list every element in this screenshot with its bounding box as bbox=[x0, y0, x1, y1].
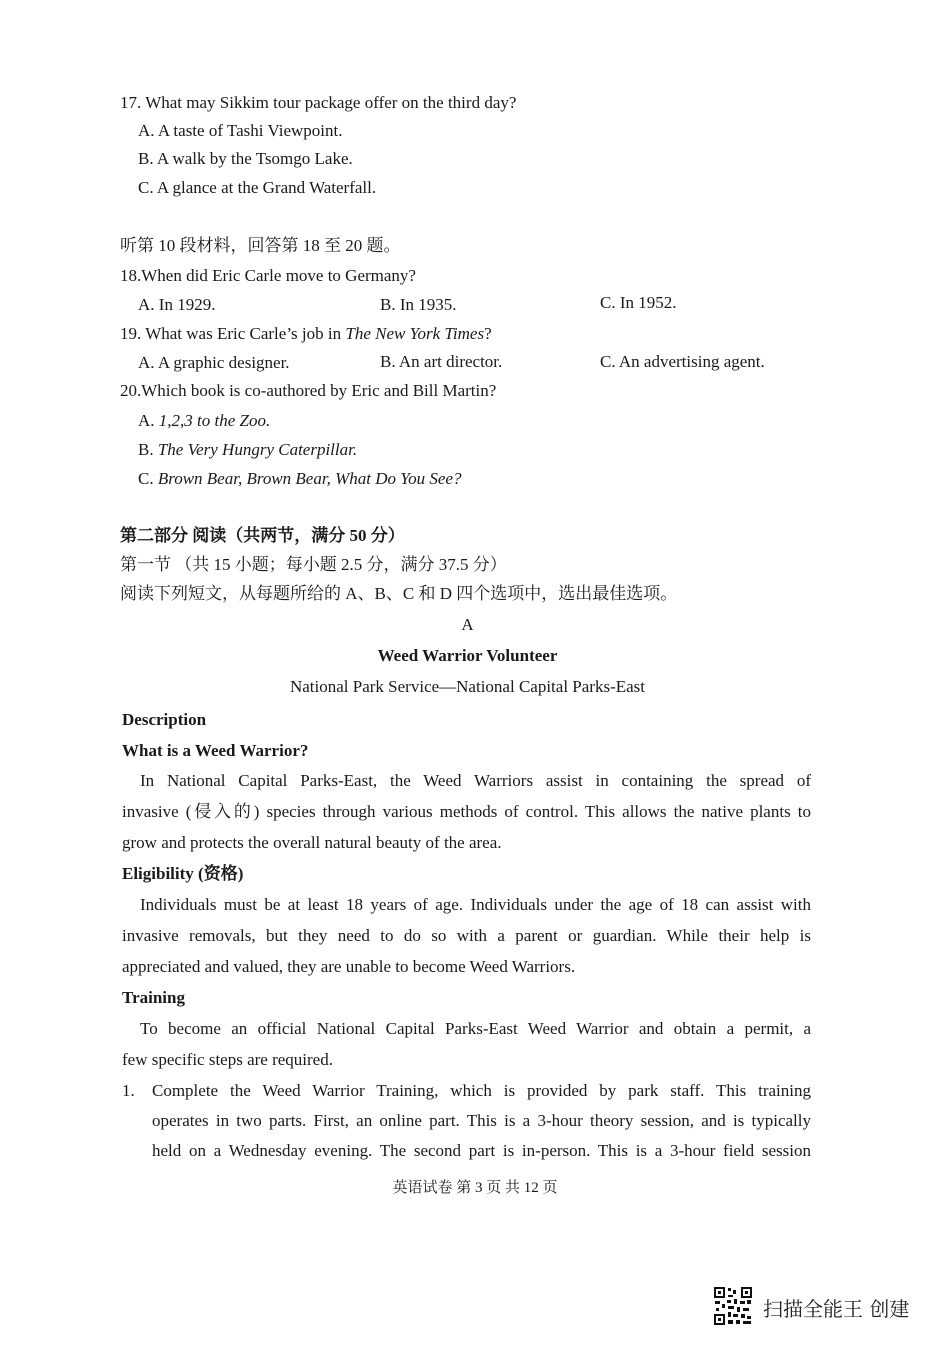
q18-option-a: A. In 1929. bbox=[138, 295, 216, 314]
q20-question: 20.Which book is co-authored by Eric and Bill Martin? bbox=[120, 381, 497, 400]
eligibility-line-2: invasive removals, but they need to do so with a parent or guardian. While their help is bbox=[122, 926, 811, 945]
q18-question: 18.When did Eric Carle move to Germany? bbox=[120, 266, 416, 285]
passage-title: Weed Warrior Volunteer bbox=[377, 646, 558, 665]
reading-instruction: 阅读下列短文，从每题所给的 A、B、C 和 D 四个选项中，选出最佳选项。 bbox=[120, 584, 678, 603]
q20-option-a-label: A. bbox=[138, 411, 159, 430]
q19-question-title: The New York Times bbox=[345, 324, 485, 343]
eligibility-line-3: appreciated and valued, they are unable to become Weed Warriors. bbox=[122, 957, 576, 976]
q18-option-c: C. In 1952. bbox=[600, 293, 677, 312]
passage-subtitle: National Park Service—National Capital Parks-East bbox=[289, 677, 646, 696]
q19-question-prefix: 19. What was Eric Carle’s job in bbox=[120, 324, 346, 343]
q20-option-b-label: B. bbox=[138, 440, 158, 459]
q18-option-b: B. In 1935. bbox=[380, 295, 457, 314]
listening-instruction-10: 听第 10 段材料，回答第 18 至 20 题。 bbox=[120, 236, 401, 255]
heading-eligibility: Eligibility (资格) bbox=[122, 864, 244, 883]
eligibility-line-1: Individuals must be at least 18 years of age. Individuals under the age of 18 can assist with bbox=[140, 895, 811, 914]
scanner-stamp bbox=[713, 1286, 923, 1326]
q17-option-b: B. A walk by the Tsomgo Lake. bbox=[138, 149, 353, 168]
training-line-2: few specific steps are required. bbox=[122, 1050, 333, 1069]
heading-description: Description bbox=[122, 710, 207, 729]
heading-training: Training bbox=[122, 988, 185, 1007]
q20-option-a-title: 1,2,3 to the Zoo. bbox=[158, 411, 271, 430]
q20-option-c bbox=[138, 468, 461, 490]
training-line-1: To become an official National Capital Parks-East Weed Warrior and obtain a permit, a bbox=[140, 1019, 811, 1038]
what-line-2: invasive (侵入的) species through various methods of control. This allows the native plants to bbox=[122, 802, 811, 821]
scanner-stamp-text: 扫描全能王 创建 bbox=[763, 1297, 910, 1321]
step-1-line-2: operates in two parts. First, an online part. This is a 3-hour theory session, and is typically bbox=[152, 1111, 811, 1130]
q20-option-c-title: Brown Bear, Brown Bear, What Do You See? bbox=[157, 469, 462, 488]
q20-option-b bbox=[138, 439, 357, 461]
reading-section-title: 第一节 （共 15 小题；每小题 2.5 分，满分 37.5 分） bbox=[120, 555, 507, 574]
qr-code-icon bbox=[713, 1286, 753, 1326]
q19-question bbox=[120, 323, 492, 345]
q19-option-c: C. An advertising agent. bbox=[600, 352, 765, 371]
q20-option-b-title: The Very Hungry Caterpillar. bbox=[157, 440, 358, 459]
q19-question-suffix: ? bbox=[484, 324, 492, 343]
q17-option-c: C. A glance at the Grand Waterfall. bbox=[138, 178, 377, 197]
step-1-line-1: Complete the Weed Warrior Training, which is provided by park staff. This training bbox=[152, 1081, 811, 1100]
what-line-1: In National Capital Parks-East, the Weed Warriors assist in containing the spread of bbox=[140, 771, 811, 790]
step-1-line-3: held on a Wednesday evening. The second part is in-person. This is a 3-hour field session bbox=[152, 1141, 811, 1160]
step-1-number: 1. bbox=[122, 1081, 135, 1100]
q19-option-a: A. A graphic designer. bbox=[138, 353, 290, 372]
q17-option-a: A. A taste of Tashi Viewpoint. bbox=[138, 121, 343, 140]
reading-part-title: 第二部分 阅读（共两节，满分 50 分） bbox=[120, 526, 405, 545]
q20-option-c-label: C. bbox=[138, 469, 158, 488]
q19-option-b: B. An art director. bbox=[380, 352, 503, 371]
what-line-3: grow and protects the overall natural beauty of the area. bbox=[122, 833, 502, 852]
heading-what-is: What is a Weed Warrior? bbox=[122, 741, 309, 760]
q20-option-a bbox=[138, 410, 270, 432]
passage-letter: A bbox=[461, 615, 474, 634]
page-footer: 英语试卷 第 3 页 共 12 页 bbox=[392, 1180, 558, 1196]
q17-question: 17. What may Sikkim tour package offer on the third day? bbox=[120, 93, 517, 112]
